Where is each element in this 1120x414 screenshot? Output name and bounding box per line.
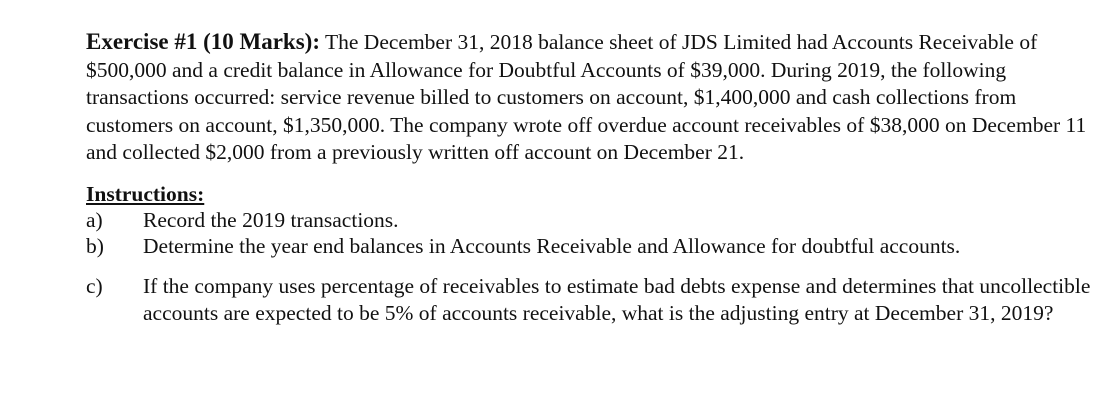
instruction-marker: c) <box>86 273 103 298</box>
instruction-item-c <box>86 273 1096 328</box>
exercise-body: The December 31, 2018 balance sheet of JDS Limited had Accounts Receivable of $500,000 and a credit balance in Allowance for Doubtful Accounts of $39,000. During 2019, the following transactions occurred: service revenue billed to customers on account, $1,400,000 and cash collections from customers on account, $1,350,000. The company wrote off overdue account receivables of $38,000 on December 11 and collected $2,000 from a previously written off account on December 21. <box>86 30 1087 164</box>
exercise-document <box>86 28 1096 328</box>
instruction-text: If the company uses percentage of receivables to estimate bad debts expense and determines that uncollectible accounts are expected to be 5% of accounts receivable, what is the adjusting entry at December 31, 2019? <box>143 273 1091 325</box>
instruction-item-b <box>86 233 1096 259</box>
instruction-item-a <box>86 207 1096 233</box>
instruction-marker: b) <box>86 233 104 258</box>
instructions-heading: Instructions: <box>86 181 205 206</box>
exercise-paragraph <box>86 28 1096 167</box>
exercise-heading: Exercise #1 (10 Marks): <box>86 29 320 54</box>
instruction-marker: a) <box>86 207 103 232</box>
instruction-text: Determine the year end balances in Accounts Receivable and Allowance for doubtful accounts. <box>143 233 961 258</box>
instruction-text: Record the 2019 transactions. <box>143 207 399 232</box>
